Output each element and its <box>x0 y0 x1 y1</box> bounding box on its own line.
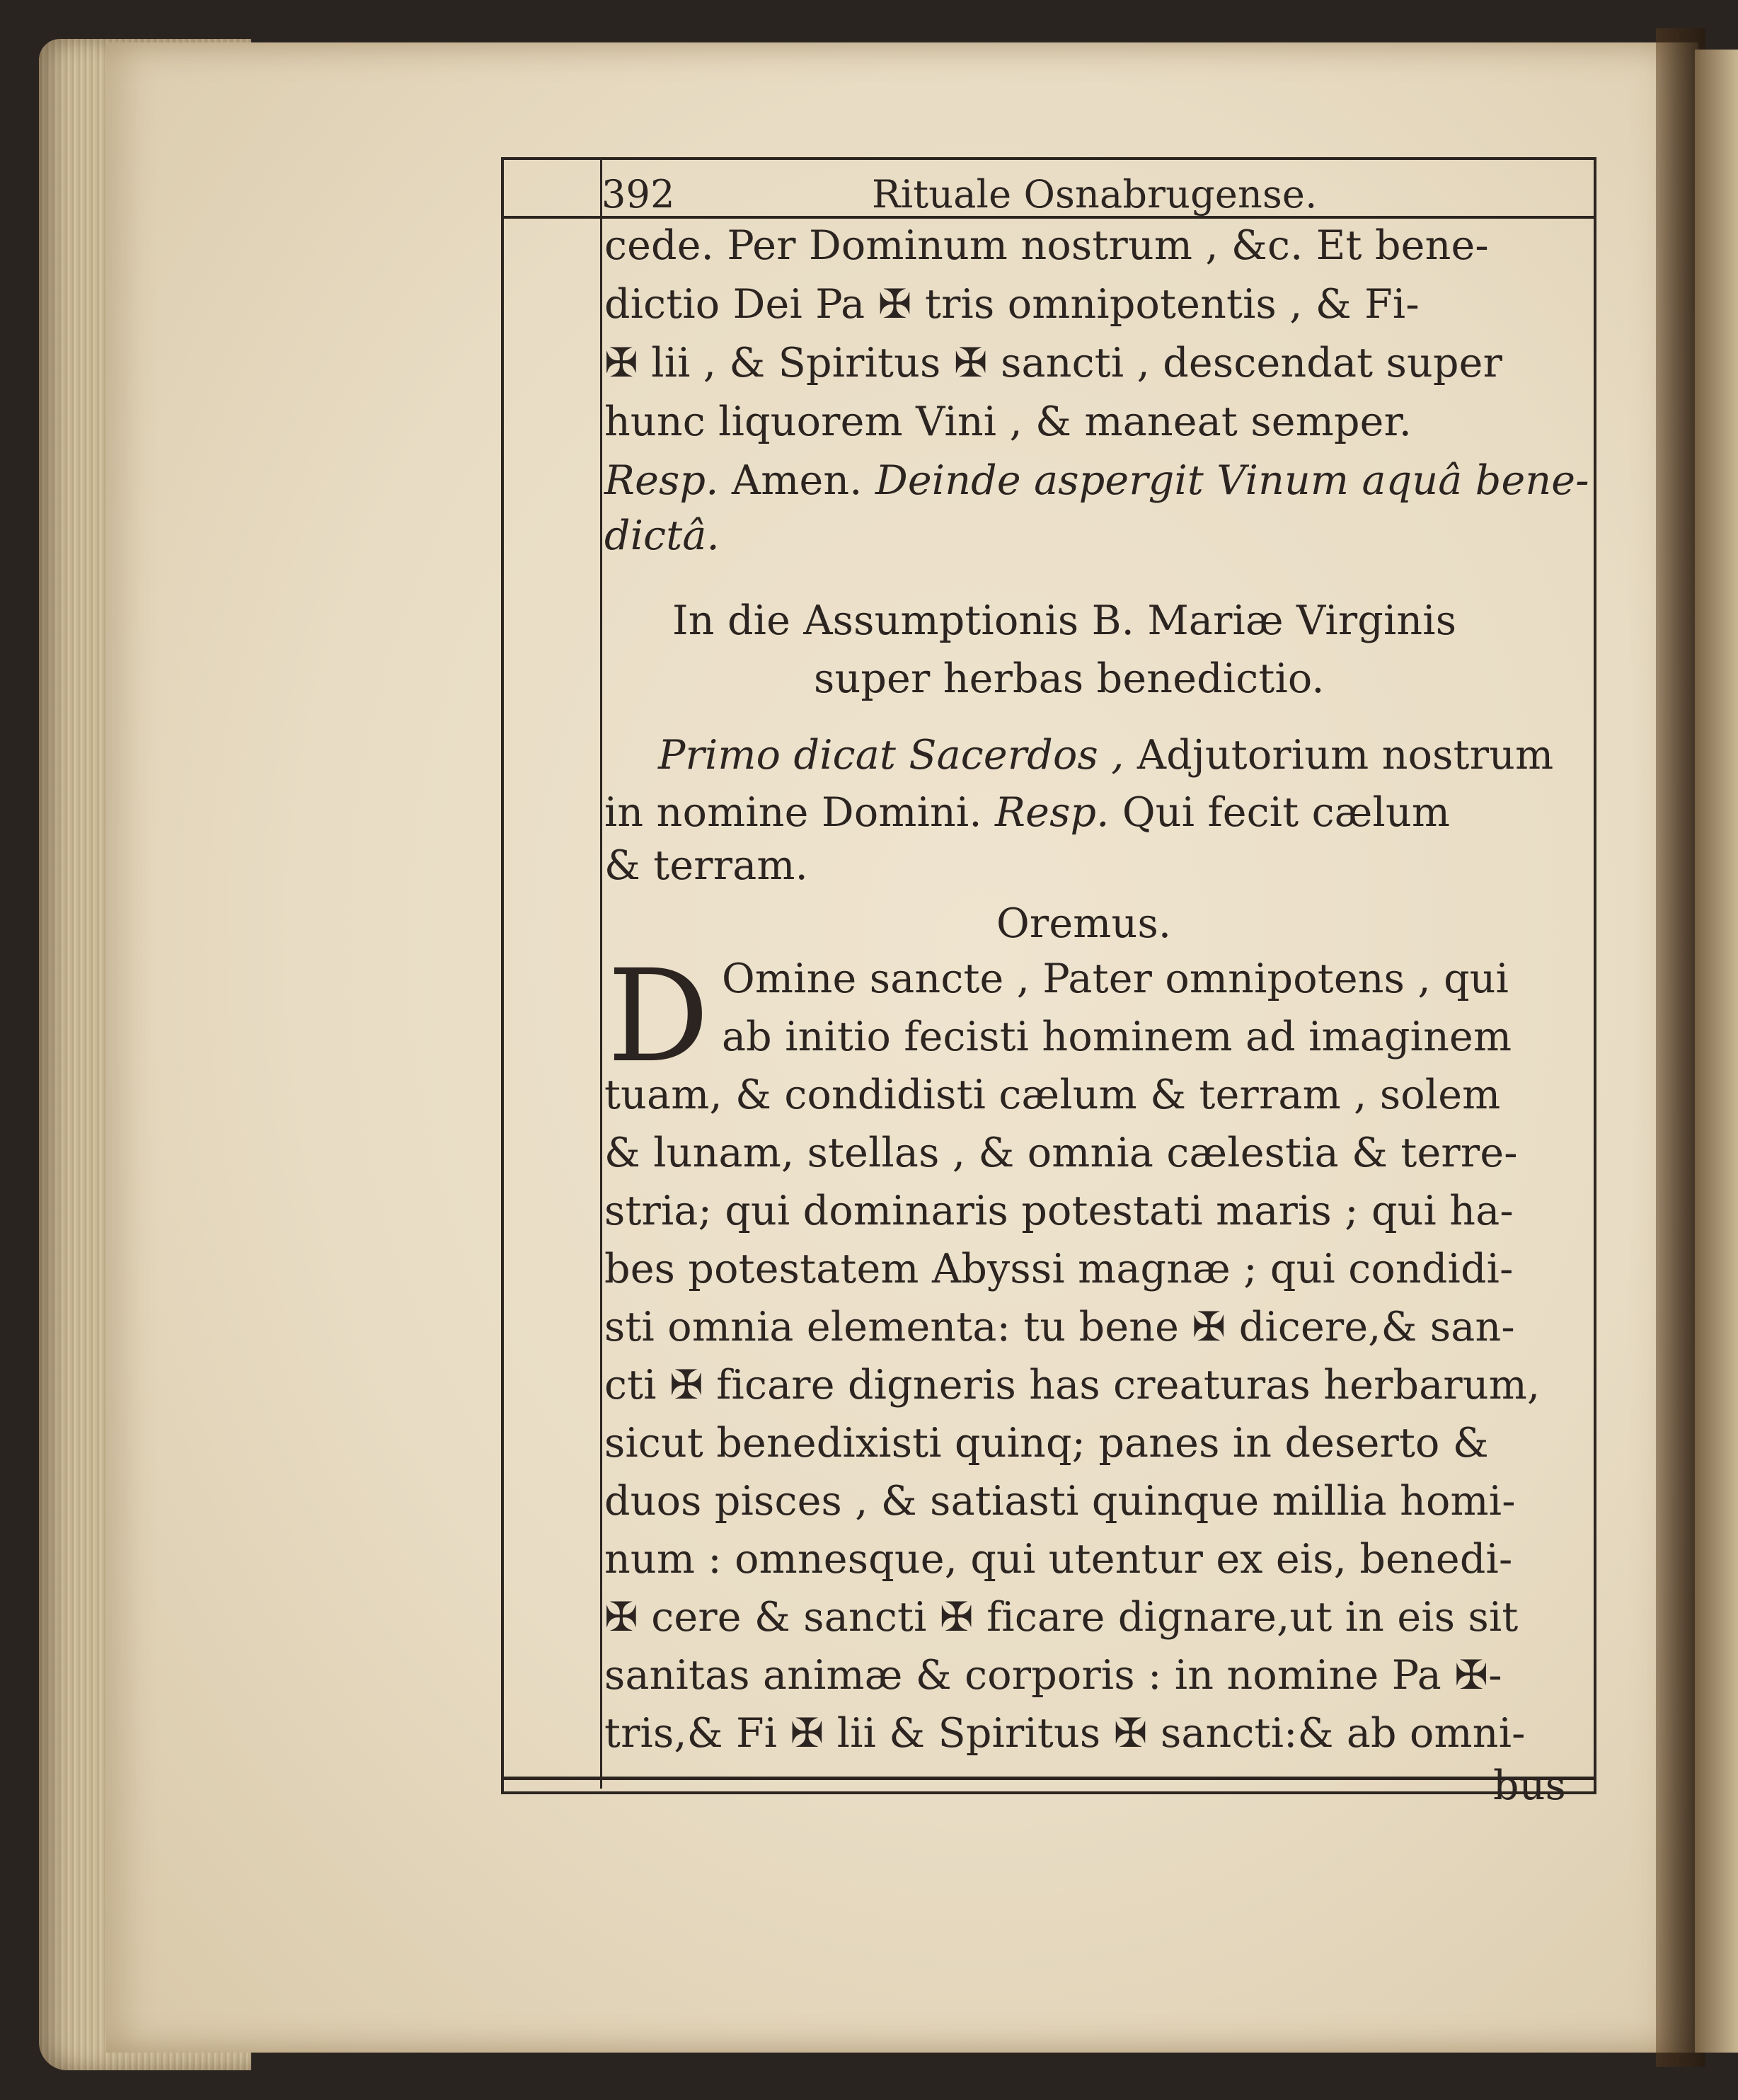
text-line: cede. Per Dominum nostrum , &c. Et bene- <box>604 222 1489 269</box>
text-line: bes potestatem Abyssi magnæ ; qui condidi- <box>604 1246 1514 1292</box>
resp-label: Resp. <box>995 789 1110 836</box>
rubric-continuation: dictâ. <box>604 512 720 559</box>
footer-rule <box>501 1777 1596 1780</box>
facing-page-edge <box>1695 50 1738 2053</box>
text-line: ✠ cere & sancti ✠ ficare dignare,ut in eis sit <box>604 1594 1519 1641</box>
drop-cap: D <box>607 943 710 1091</box>
text-line: Omine sancte , Pater omnipotens , qui <box>722 956 1509 1002</box>
versicle-text: in nomine Domini. <box>604 789 982 836</box>
text-line: stria; qui dominaris potestati maris ; qui ha- <box>604 1188 1514 1234</box>
resp-label: Resp. <box>604 457 719 504</box>
response-text: Qui fecit cælum <box>1122 789 1451 836</box>
versicle-line <box>604 782 1450 843</box>
versicle: Adjutorium nostrum <box>1136 732 1554 779</box>
instruction-line <box>658 725 1553 786</box>
response-continuation: & terram. <box>604 842 808 889</box>
text-line: & lunam, stellas , & omnia cælestia & terre- <box>604 1130 1518 1176</box>
text-line: duos pisces , & satiasti quinque millia homi- <box>604 1478 1516 1525</box>
running-title: Rituale Osnabrugense. <box>872 172 1318 217</box>
rubric: Deinde aspergit Vinum aquâ bene- <box>875 457 1589 504</box>
text-line: num : omnesque, qui utentur ex eis, benedi- <box>604 1536 1513 1583</box>
text-line <box>604 450 1589 511</box>
text-line: hunc liquorem Vini , & maneat semper. <box>604 398 1412 445</box>
page-number: 392 <box>602 172 675 217</box>
text-line: sanitas animæ & corporis : in nomine Pa ✠- <box>604 1652 1502 1699</box>
oremus-heading: Oremus. <box>996 900 1172 947</box>
text-line: dictio Dei Pa ✠ tris omnipotentis , & Fi- <box>604 281 1420 328</box>
text-line: sicut benedixisti quinq; panes in deserto & <box>604 1420 1489 1467</box>
text-line: tuam, & condidisti cælum & terram , solem <box>604 1072 1501 1118</box>
inner-margin-rule <box>600 157 602 1789</box>
catchword: bus <box>1493 1762 1567 1809</box>
text-line: ✠ lii , & Spiritus ✠ sancti , descendat super <box>604 340 1503 386</box>
text-line: sti omnia elementa: tu bene ✠ dicere,& san- <box>604 1304 1515 1350</box>
section-heading-line-1: In die Assumptionis B. Mariæ Virginis <box>672 597 1457 644</box>
text-line: tris,& Fi ✠ lii & Spiritus ✠ sancti:& ab omni- <box>604 1710 1526 1757</box>
resp-text: Amen. <box>731 457 863 504</box>
text-line: cti ✠ ficare digneris has creaturas herbarum, <box>604 1362 1541 1408</box>
rubric: Primo dicat Sacerdos , <box>658 732 1124 779</box>
section-heading-line-2: super herbas benedictio. <box>814 655 1325 702</box>
text-line: ab initio fecisti hominem ad imaginem <box>722 1014 1512 1060</box>
